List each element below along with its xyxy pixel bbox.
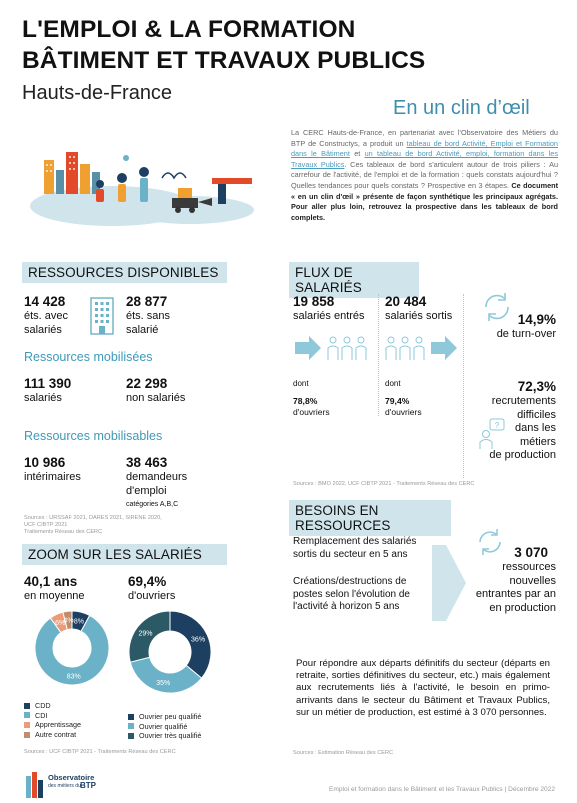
flux-salaries-heading: FLUX DE SALARIÉS [289,262,419,298]
demandeurs-stat [126,455,187,509]
flux-separator-1 [378,294,379,416]
besoins-item-2-line-3: l'activité à horizon 5 ans [293,601,400,612]
demandeurs-label-3: catégories A,B,C [126,501,179,508]
recrut-label-5: de production [489,449,556,461]
qualification-legend-item [128,712,201,722]
besoins-item-1-line-1: Remplacement des salariés [293,536,417,547]
interimaires-stat [24,455,81,485]
flux-separator-2 [463,294,464,478]
ressources-sources-2: UCF CIBTP 2021 [24,522,68,528]
ets-sans-value: 28 877 [126,294,168,309]
salaries-stat [24,376,71,406]
ets-avec-salaries [24,294,68,337]
ouvriers-label: d'ouvriers [128,590,176,602]
building-icon [89,296,115,336]
qualification-slice-label: 36% [191,636,206,644]
contract-legend-label: CDI [35,710,48,720]
entres-ouvriers [293,379,330,418]
qualification-legend [128,712,201,741]
recrut-label-2: difficiles [517,408,556,421]
besoins-value-line-2: nouvelles [509,574,556,587]
besoins-value-line-3: entrantes par an [475,588,556,600]
contract-legend-item [24,720,81,730]
sortis-people-arrow-icon [385,334,461,362]
contract-slice-label: 4% [63,617,74,625]
entres-label: salariés entrés [293,310,365,322]
sortis-ouvriers-pct: 79,4% [385,396,410,406]
salaries-label: salariés [24,392,62,404]
qualification-donut-chart [128,610,212,694]
contract-donut-chart [34,610,110,686]
logo-line-3: BTP [80,781,96,790]
qualification-slice-ouvrier-peu-qualifi- [170,611,211,678]
contract-slice-label: 6% [55,620,66,628]
logo-line-1: Observatoire [48,773,95,782]
non-salaries-value: 22 298 [126,376,168,391]
ets-avec-value: 14 428 [24,294,66,309]
observatoire-logo-mark [24,770,46,800]
title-line-2: BÂTIMENT ET TRAVAUX PUBLICS [22,47,426,74]
dont-label-2: dont [385,379,401,388]
ouvriers-word-1: d'ouvriers [293,407,330,417]
besoins-heading: BESOINS EN RESSOURCES [289,500,451,536]
observatoire-logo [24,770,112,800]
sortis-ouvriers [385,379,422,418]
contract-legend-swatch [24,722,30,728]
salaries-value: 111 390 [24,376,72,391]
tableau-tp-link[interactable]: un tableau de bord Activité, emploi, formation dans les Travaux Publics [291,149,558,169]
qualification-legend-label: Ouvrier qualifié [139,721,188,731]
entres-ouvriers-pct: 78,8% [293,396,318,406]
age-value: 40,1 ans [24,574,78,589]
contract-legend-label: CDD [35,701,51,711]
qualification-slice-label: 29% [138,630,153,638]
contract-legend-item [24,730,81,740]
intro-text-3: . Ces tableaux de bord s'articulent autour de trois piliers : Au carrefour de l'activité, de l'emploi et de la formation : quels constats aujourd'hui ? Quelles tendances pour quels constats ? Prospective en 3 étapes. [291,159,559,190]
sortis-label: salariés sortis [385,310,453,322]
recrut-label-3: dans les [515,422,556,434]
recrut-value: 72,3% [517,379,556,394]
besoins-sources: Sources : Estimation Réseau des CERC [293,750,394,756]
demandeurs-label-1: demandeurs [126,471,188,483]
demandeurs-value: 38 463 [126,455,168,470]
entres-value: 19 858 [293,294,335,309]
demandeurs-label-2: d'emploi [126,484,167,497]
question-person-icon [478,418,506,450]
turnover-value: 14,9% [517,312,556,327]
age-stat [24,574,85,604]
page-title [22,14,425,76]
city-illustration [22,148,272,230]
besoins-arrow-shape [432,545,466,621]
ressources-mobilisees-heading: Ressources mobilisées [24,350,153,364]
interimaires-value: 10 986 [24,455,66,470]
besoins-item-2-line-2: postes selon l'évolution de [293,588,410,600]
ouvriers-word-2: d'ouvriers [385,407,422,417]
svg-text:?: ? [494,421,500,430]
qualification-legend-item [128,722,201,732]
interimaires-label: intérimaires [24,471,81,483]
turnover-label: de turn-over [496,328,556,340]
contract-legend-swatch [24,712,30,718]
ressources-disponibles-heading: RESSOURCES DISPONIBLES [22,262,227,283]
recrut-label-1: recrutements [491,395,556,407]
besoins-value: 3 070 [514,545,548,560]
qualification-slice-label: 35% [156,679,171,687]
ets-avec-label-2: salariés [24,323,62,336]
ouvriers-value: 69,4% [128,574,167,589]
contract-legend-item [24,701,81,711]
ets-avec-label-1: éts. avec [24,310,69,322]
ressources-sources-3: Traitements Réseau des CERC [24,529,103,535]
ressources-sources-1: Sources : URSSAF 2021, DARES 2021, SIRENE 2020, [24,515,162,521]
contract-legend-swatch [24,703,30,709]
intro-bold-text: Ce document « en un clin d'œil » présente de façon synthétique les principaux agrégats. Pour aller plus loin, retrouvez la prospective dans les tableaux de bord complets. [291,180,559,222]
besoins-value-line-1: ressources [502,561,556,573]
qualification-legend-swatch [128,733,134,739]
contract-legend-label: Apprentissage [35,720,81,730]
non-salaries-stat [126,376,185,406]
zoom-sources: Sources : UCF CIBTP 2021 - Traitements Réseau des CERC [24,749,176,755]
logo-line-2: des métiers du [48,783,81,789]
qualification-legend-swatch [128,714,134,720]
intro-paragraph [291,128,558,223]
besoins-item-1-line-2: sortis du secteur en 5 ans [293,548,408,560]
flux-sources: Sources : BMO 2022, UCF CIBTP 2021 - Traitements Réseau des CERC [293,481,475,487]
title-line-1: L'EMPLOI & LA FORMATION [22,16,356,43]
contract-legend-label: Autre contrat [35,730,77,740]
ets-sans-salarie [126,294,170,337]
region-subtitle: Hauts-de-France [22,82,173,104]
sortis-stat [385,294,452,324]
qualification-legend-label: Ouvrier très qualifié [139,731,202,741]
dont-label-1: dont [293,379,309,388]
ets-sans-label-2: salarié [126,323,159,336]
contract-legend-item [24,711,81,721]
age-label: en moyenne [24,590,85,602]
besoins-item-2-line-1: Créations/destructions de [293,576,407,587]
ouvriers-stat [128,574,175,604]
besoins-item-2 [293,576,410,614]
ressources-mobilisables-heading: Ressources mobilisables [24,429,163,443]
footer-text: Emploi et formation dans le Bâtiment et les Travaux Publics | Décembre 2022 [328,786,555,793]
besoins-result [466,545,556,615]
contract-slice-label: 83% [66,673,81,681]
turnover-stat [470,312,556,342]
qualification-legend-item [128,731,201,741]
recrut-label-4: métiers [519,435,556,448]
glance-heading: En un clin d’œil [393,97,530,119]
contract-legend-swatch [24,732,30,738]
qualification-legend-label: Ouvrier peu qualifié [139,712,202,722]
zoom-salaries-heading: ZOOM SUR LES SALARIÉS [22,544,227,565]
non-salaries-label: non salariés [126,392,186,404]
tableau-batiment-link[interactable]: tableau de bord Activité, Emploi et Formation dans le Bâtiment [291,138,558,159]
ets-sans-label-1: éts. sans [126,310,171,322]
contract-legend [24,701,81,739]
entres-stat [293,294,365,324]
contract-slice-label: 8% [73,618,84,626]
besoins-callout: Pour répondre aux départs définitifs du secteur (départs en retraite, sorties définitives du secteur, etc.) mais également aux recrutements liés à l'activité, le besoin en primo-arrivants dans le secteur du Bâtiment et Travaux Publics, sur un métier de production, est estimé à 3 070 personnes. [296,658,550,718]
intro-text-1: La CERC Hauts-de-France, en partenariat avec l'Observatoire des Métiers du BTP de Constructys, a produit un [291,128,558,148]
entres-arrow-people-icon [293,334,373,362]
besoins-value-line-4: en production [489,601,556,614]
besoins-item-1 [293,536,416,561]
intro-text-2: et [349,149,365,159]
sortis-value: 20 484 [385,294,427,309]
ressources-sources [24,515,162,536]
qualification-legend-swatch [128,723,134,729]
